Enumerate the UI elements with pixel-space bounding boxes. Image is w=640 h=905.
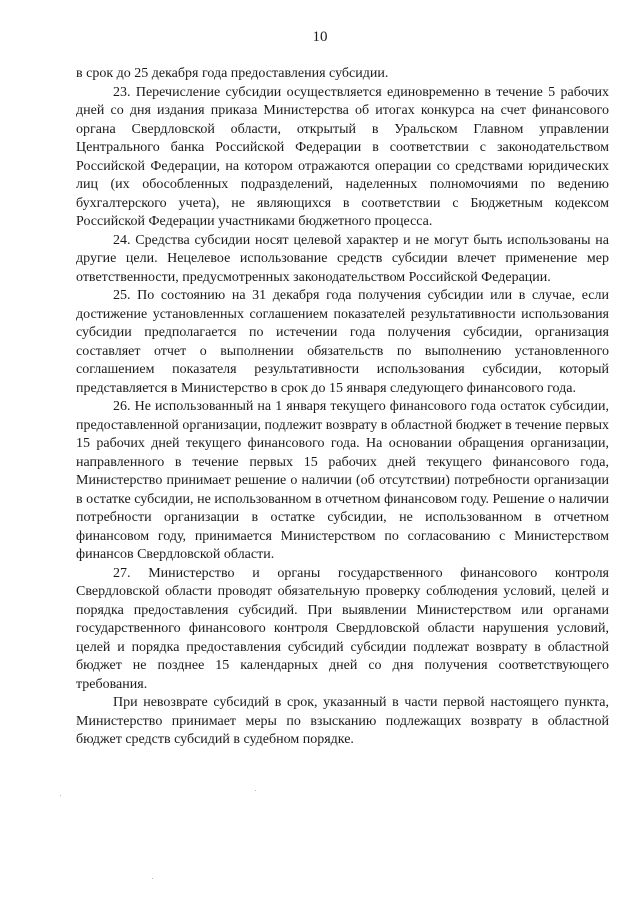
paragraph-27: 27. Министерство и органы государственного финансового контроля Свердловской области проводят обязательную проверку соблюдения условий, целей и порядка предоставления субсидий. При выявлении Министерством или органами государственного финансового контроля Свердловской области нарушения условий, целей и порядка предоставления субсидий субсидии подлежат возврату в областной бюджет не позднее 15 календарных дней со дня получения соответствующего требования. (76, 565, 609, 692)
paragraph-26: 26. Не использованный на 1 января текущего финансового года остаток субсидии, предоставленной организации, подлежит возврату в областной бюджет в течение первых 15 рабочих дней текущего финансового года. На основании обращения организации, направленного в течение первых 15 рабочих дней текущего финансового года, Министерство принимает решение о наличии (об отсутствии) потребности организации в остатке субсидии, не использованном в отчетном финансовом году. Решение о наличии потребности организации в остатке субсидии, не использованном в отчетном финансовом году, принимается Министерством по согласованию с Министерством финансов Свердловской области. (76, 399, 609, 562)
paragraph-27-part-2: При невозврате субсидий в срок, указанный в части первой настоящего пункта, Министерство принимает меры по взысканию подлежащих возврату в областной бюджет средств субсидий в судебном порядке. (76, 695, 609, 747)
paragraph-25: 25. По состоянию на 31 декабря года получения субсидии или в случае, если достижение установленных соглашением показателей результативности использования субсидии предполагается по истечении года получения субсидии, организация составляет отчет о выполнении обязательств по выполнению установленного соглашением показателя результативности использования субсидии, который представляется в Министерство в срок до 15 января следующего финансового года. (76, 288, 609, 396)
paragraph-continuation: в срок до 25 декабря года предоставления субсидии. (76, 66, 389, 81)
page-number: 10 (312, 29, 328, 45)
scan-artifact (255, 790, 256, 791)
scan-artifact (152, 878, 153, 879)
paragraph-24: 24. Средства субсидии носят целевой характер и не могут быть использованы на другие цели. Нецелевое использование средств субсидии влечет применение мер ответственности, предусмотренных законодательством Российской Федерации. (76, 232, 609, 285)
scan-artifact (60, 795, 61, 796)
document-body (76, 65, 609, 750)
paragraph-23: 23. Перечисление субсидии осуществляется единовременно в течение 5 рабочих дней со дня издания приказа Министерства об итогах конкурса на счет финансового органа Свердловской области, открытый в Уральском Главном управлении Центрального банка Российской Федерации в соответствии с законодательством Российской Федерации, на котором отражаются операции со средствами юридических лиц (их обособленных подразделений, наделенных полномочиями по ведению бухгалтерского учета), не являющихся в соответствии с Бюджетным кодексом Российской Федерации участниками бюджетного процесса. (76, 84, 609, 229)
